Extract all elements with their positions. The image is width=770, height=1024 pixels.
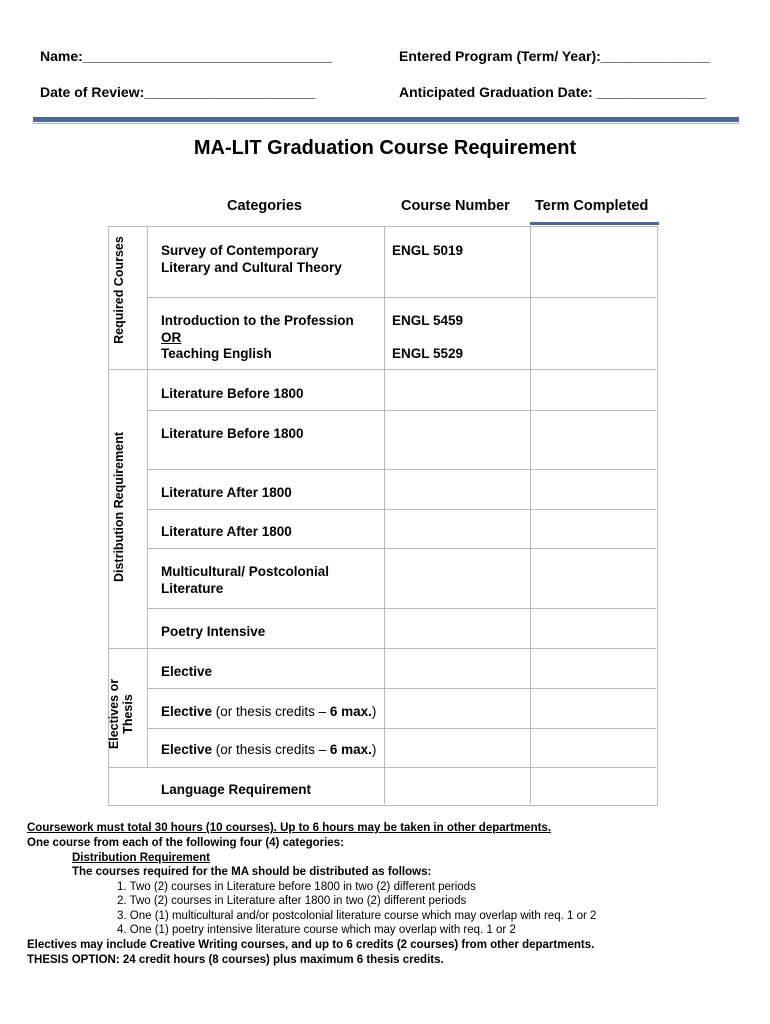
footer-item-3: 3. One (1) multicultural and/or postcolonial literature course which may overlap with req. 1 or 2 <box>117 910 597 922</box>
group-label-electives-line1: Electives or <box>107 678 121 750</box>
entered-program-field-label: Entered Program (Term/ Year):______________ <box>399 48 710 64</box>
row-elective-2-max: 6 max. <box>329 704 372 719</box>
row-intro-line2: Teaching English <box>161 346 272 361</box>
group-label-distribution-requirement: Distribution Requirement <box>112 432 126 583</box>
row-elective-2-close: ) <box>371 704 377 719</box>
header-divider-thin <box>33 123 739 124</box>
table-hline <box>147 509 656 510</box>
row-intro-category <box>161 313 354 363</box>
row-elective-3-max: 6 max. <box>329 742 372 757</box>
group-label-required-courses: Required Courses <box>112 236 126 344</box>
table-hline <box>108 369 656 370</box>
footer-distributed-as-follows: The courses required for the MA should be distributed as follows: <box>72 866 432 878</box>
row-multicultural <box>161 564 329 597</box>
row-lit-before-1800-a: Literature Before 1800 <box>161 386 304 401</box>
row-intro-or: OR <box>161 329 182 345</box>
table-vline <box>384 226 385 804</box>
row-elective-2-note: (or thesis credits – <box>212 704 330 719</box>
row-language-requirement: Language Requirement <box>161 782 312 797</box>
group-label-electives-line2: Thesis <box>121 694 135 734</box>
page-title: MA-LIT Graduation Course Requirement <box>193 137 577 159</box>
row-elective-3-note: (or thesis credits – <box>212 742 330 757</box>
name-field-label: Name:________________________________ <box>40 48 332 64</box>
footer-item-4: 4. One (1) poetry intensive literature course which may overlap with req. 1 or 2 <box>117 924 516 936</box>
table-hline <box>147 608 656 609</box>
row-survey-line2: Literary and Cultural Theory <box>161 259 342 275</box>
anticipated-graduation-field-label: Anticipated Graduation Date: ______________ <box>399 84 706 100</box>
row-elective-1: Elective <box>161 664 213 679</box>
table-hline <box>147 469 656 470</box>
footer-one-course-each: One course from each of the following four (4) categories: <box>27 837 344 849</box>
row-poetry-intensive: Poetry Intensive <box>161 624 266 639</box>
row-lit-after-1800-b: Literature After 1800 <box>161 524 292 539</box>
table-hline <box>108 767 656 768</box>
footer-item-2: 2. Two (2) courses in Literature after 1800 in two (2) different periods <box>117 895 467 907</box>
row-multicultural-line1: Multicultural/ Postcolonial <box>161 564 330 579</box>
row-survey-course-number: ENGL 5019 <box>392 243 464 258</box>
footer-distribution-heading: Distribution Requirement <box>72 852 211 864</box>
table-hline <box>147 410 656 411</box>
row-elective-3-label: Elective <box>161 742 213 757</box>
row-intro-line1: Introduction to the Profession <box>161 313 354 328</box>
date-of-review-field-label: Date of Review:______________________ <box>40 84 316 100</box>
column-header-course-number: Course Number <box>401 198 510 214</box>
column-header-underline <box>530 222 659 225</box>
header-divider <box>33 117 739 122</box>
row-teaching-course-number: ENGL 5529 <box>392 346 464 361</box>
group-label-electives-or-thesis <box>107 659 135 769</box>
table-hline <box>147 728 656 729</box>
footer-thesis-option: THESIS OPTION: 24 credit hours (8 courses) plus maximum 6 thesis credits. <box>27 954 444 966</box>
footer-item-1: 1. Two (2) courses in Literature before 1800 in two (2) different periods <box>117 881 476 893</box>
table-vline <box>530 226 531 804</box>
row-elective-2-label: Elective <box>161 704 213 719</box>
row-elective-2 <box>161 704 376 721</box>
table-hline <box>147 548 656 549</box>
table-hline <box>147 297 656 298</box>
row-elective-3-close: ) <box>371 742 377 757</box>
row-survey-category <box>161 243 342 276</box>
table-vline <box>147 226 148 767</box>
footer-coursework-total: Coursework must total 30 hours (10 courses). Up to 6 hours may be taken in other departments. <box>27 822 552 834</box>
row-intro-course-number: ENGL 5459 <box>392 313 464 328</box>
row-lit-after-1800-a: Literature After 1800 <box>161 485 292 500</box>
column-header-categories: Categories <box>227 198 302 214</box>
row-lit-before-1800-b: Literature Before 1800 <box>161 426 304 441</box>
row-multicultural-line2: Literature <box>161 580 224 596</box>
row-survey-line1: Survey of Contemporary <box>161 243 319 258</box>
footer-electives-note: Electives may include Creative Writing courses, and up to 6 credits (2 courses) from other departments. <box>27 939 595 951</box>
column-header-term-completed: Term Completed <box>535 198 649 214</box>
row-elective-3 <box>161 742 376 759</box>
table-hline <box>147 688 656 689</box>
table-hline <box>108 648 656 649</box>
